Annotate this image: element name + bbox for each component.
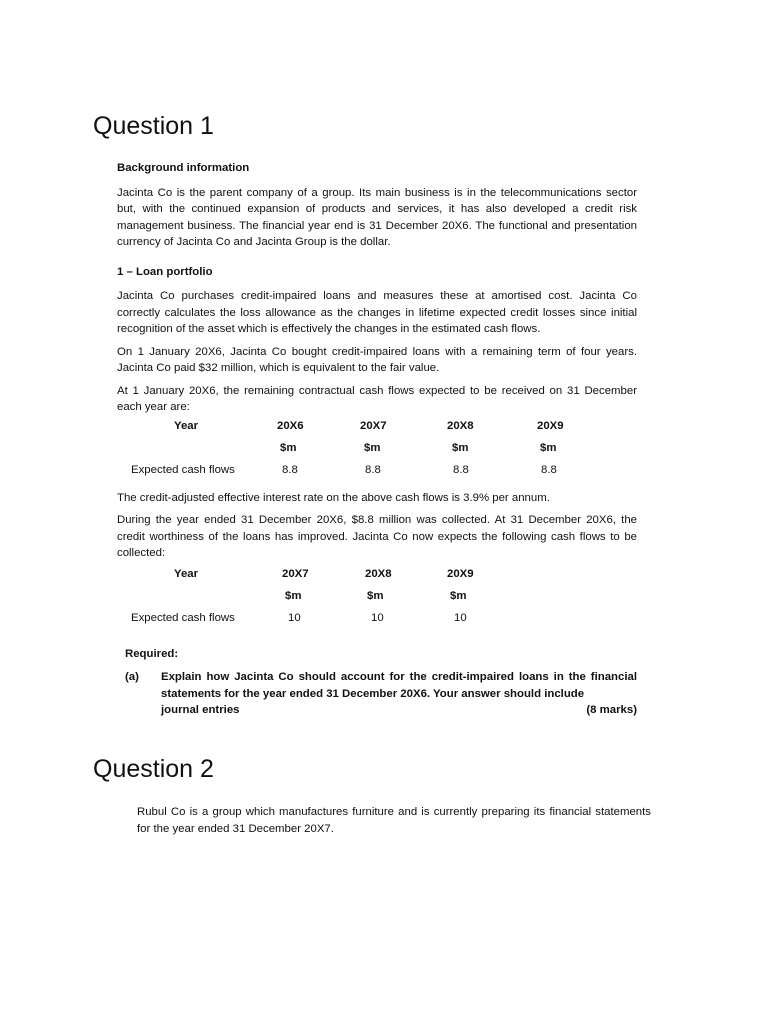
marks-label: (8 marks) [586,704,637,716]
table1-year: 20X8 [447,419,474,432]
background-heading: Background information [117,162,250,174]
interest-rate-paragraph: The credit-adjusted effective interest rate on the above cash flows is 3.9% per annum. [117,491,550,504]
table1-value: 8.8 [365,463,381,476]
collection-paragraph: During the year ended 31 December 20X6, $8.8 million was collected. At 31 December 20X6, the credit worthiness of the loans has improved. Jacinta Co now expects the following cash flows to be collected: [117,514,637,559]
table1-year: 20X7 [360,419,387,432]
question-2-text: Rubul Co is a group which manufactures furniture and is currently preparing its financial statements for the year ended 31 December 20X7. [137,806,651,835]
table1-unit: $m [540,441,557,454]
loan-paragraph-2: On 1 January 20X6, Jacinta Co bought credit-impaired loans with a remaining term of four years. Jacinta Co paid $32 million, which is equivalent to the fair value. [117,345,637,374]
background-text: Jacinta Co is the parent company of a group. Its main business is in the telecommunications sector but, with the continued expansion of products and services, it has also developed a credit risk management business. The financial year end is 31 December 20X6. The functional and presentation currency of Jacinta Co and Jacinta Group is the dollar. [117,186,637,248]
required-section [125,646,637,719]
required-item-tail: journal entries [161,704,240,716]
question-2-title: Question 2 [93,755,214,783]
table2-row-label: Expected cash flows [131,611,235,624]
required-item-body: Explain how Jacinta Co should account for the credit-impaired loans in the financial statements for the year ended 31 December 20X6. Your answer should include [161,671,637,700]
loan-portfolio-heading: 1 – Loan portfolio [117,265,213,278]
table2-value: 10 [371,611,384,624]
question-1-body [117,160,637,719]
table1-row-label: Expected cash flows [131,463,235,476]
required-label: Required: [125,647,179,660]
required-item-a [125,669,637,719]
table1-value: 8.8 [282,463,298,476]
cash-flow-table-1 [117,420,637,488]
table1-unit: $m [452,441,469,454]
table1-value: 8.8 [453,463,469,476]
table2-unit: $m [367,589,384,602]
required-item-text [161,669,637,719]
table1-year: 20X9 [537,419,564,432]
required-item-letter: (a) [125,671,139,683]
table1-unit: $m [364,441,381,454]
table2-year: 20X8 [365,567,392,580]
table2-value: 10 [454,611,467,624]
cash-flow-table-2 [117,568,637,636]
table2-year: 20X7 [282,567,309,580]
loan-paragraph-3: At 1 January 20X6, the remaining contractual cash flows expected to be received on 31 December each year are: [117,384,637,413]
table1-value: 8.8 [541,463,557,476]
table1-year-label: Year [174,419,199,432]
question-2-body [137,804,651,837]
loan-paragraph-1: Jacinta Co purchases credit-impaired loans and measures these at amortised cost. Jacinta Co correctly calculates the loss allowance as the changes in lifetime expected credit losses since initial recognition of the asset which is effectively the changes in the estimated cash flows. [117,290,637,335]
table1-unit: $m [280,441,297,454]
table2-value: 10 [288,611,301,624]
table2-unit: $m [450,589,467,602]
table2-unit: $m [285,589,302,602]
table1-year: 20X6 [277,419,304,432]
table2-year-label: Year [174,567,199,580]
question-1-title: Question 1 [93,112,214,140]
required-item-last-line [161,702,637,719]
table2-year: 20X9 [447,567,474,580]
